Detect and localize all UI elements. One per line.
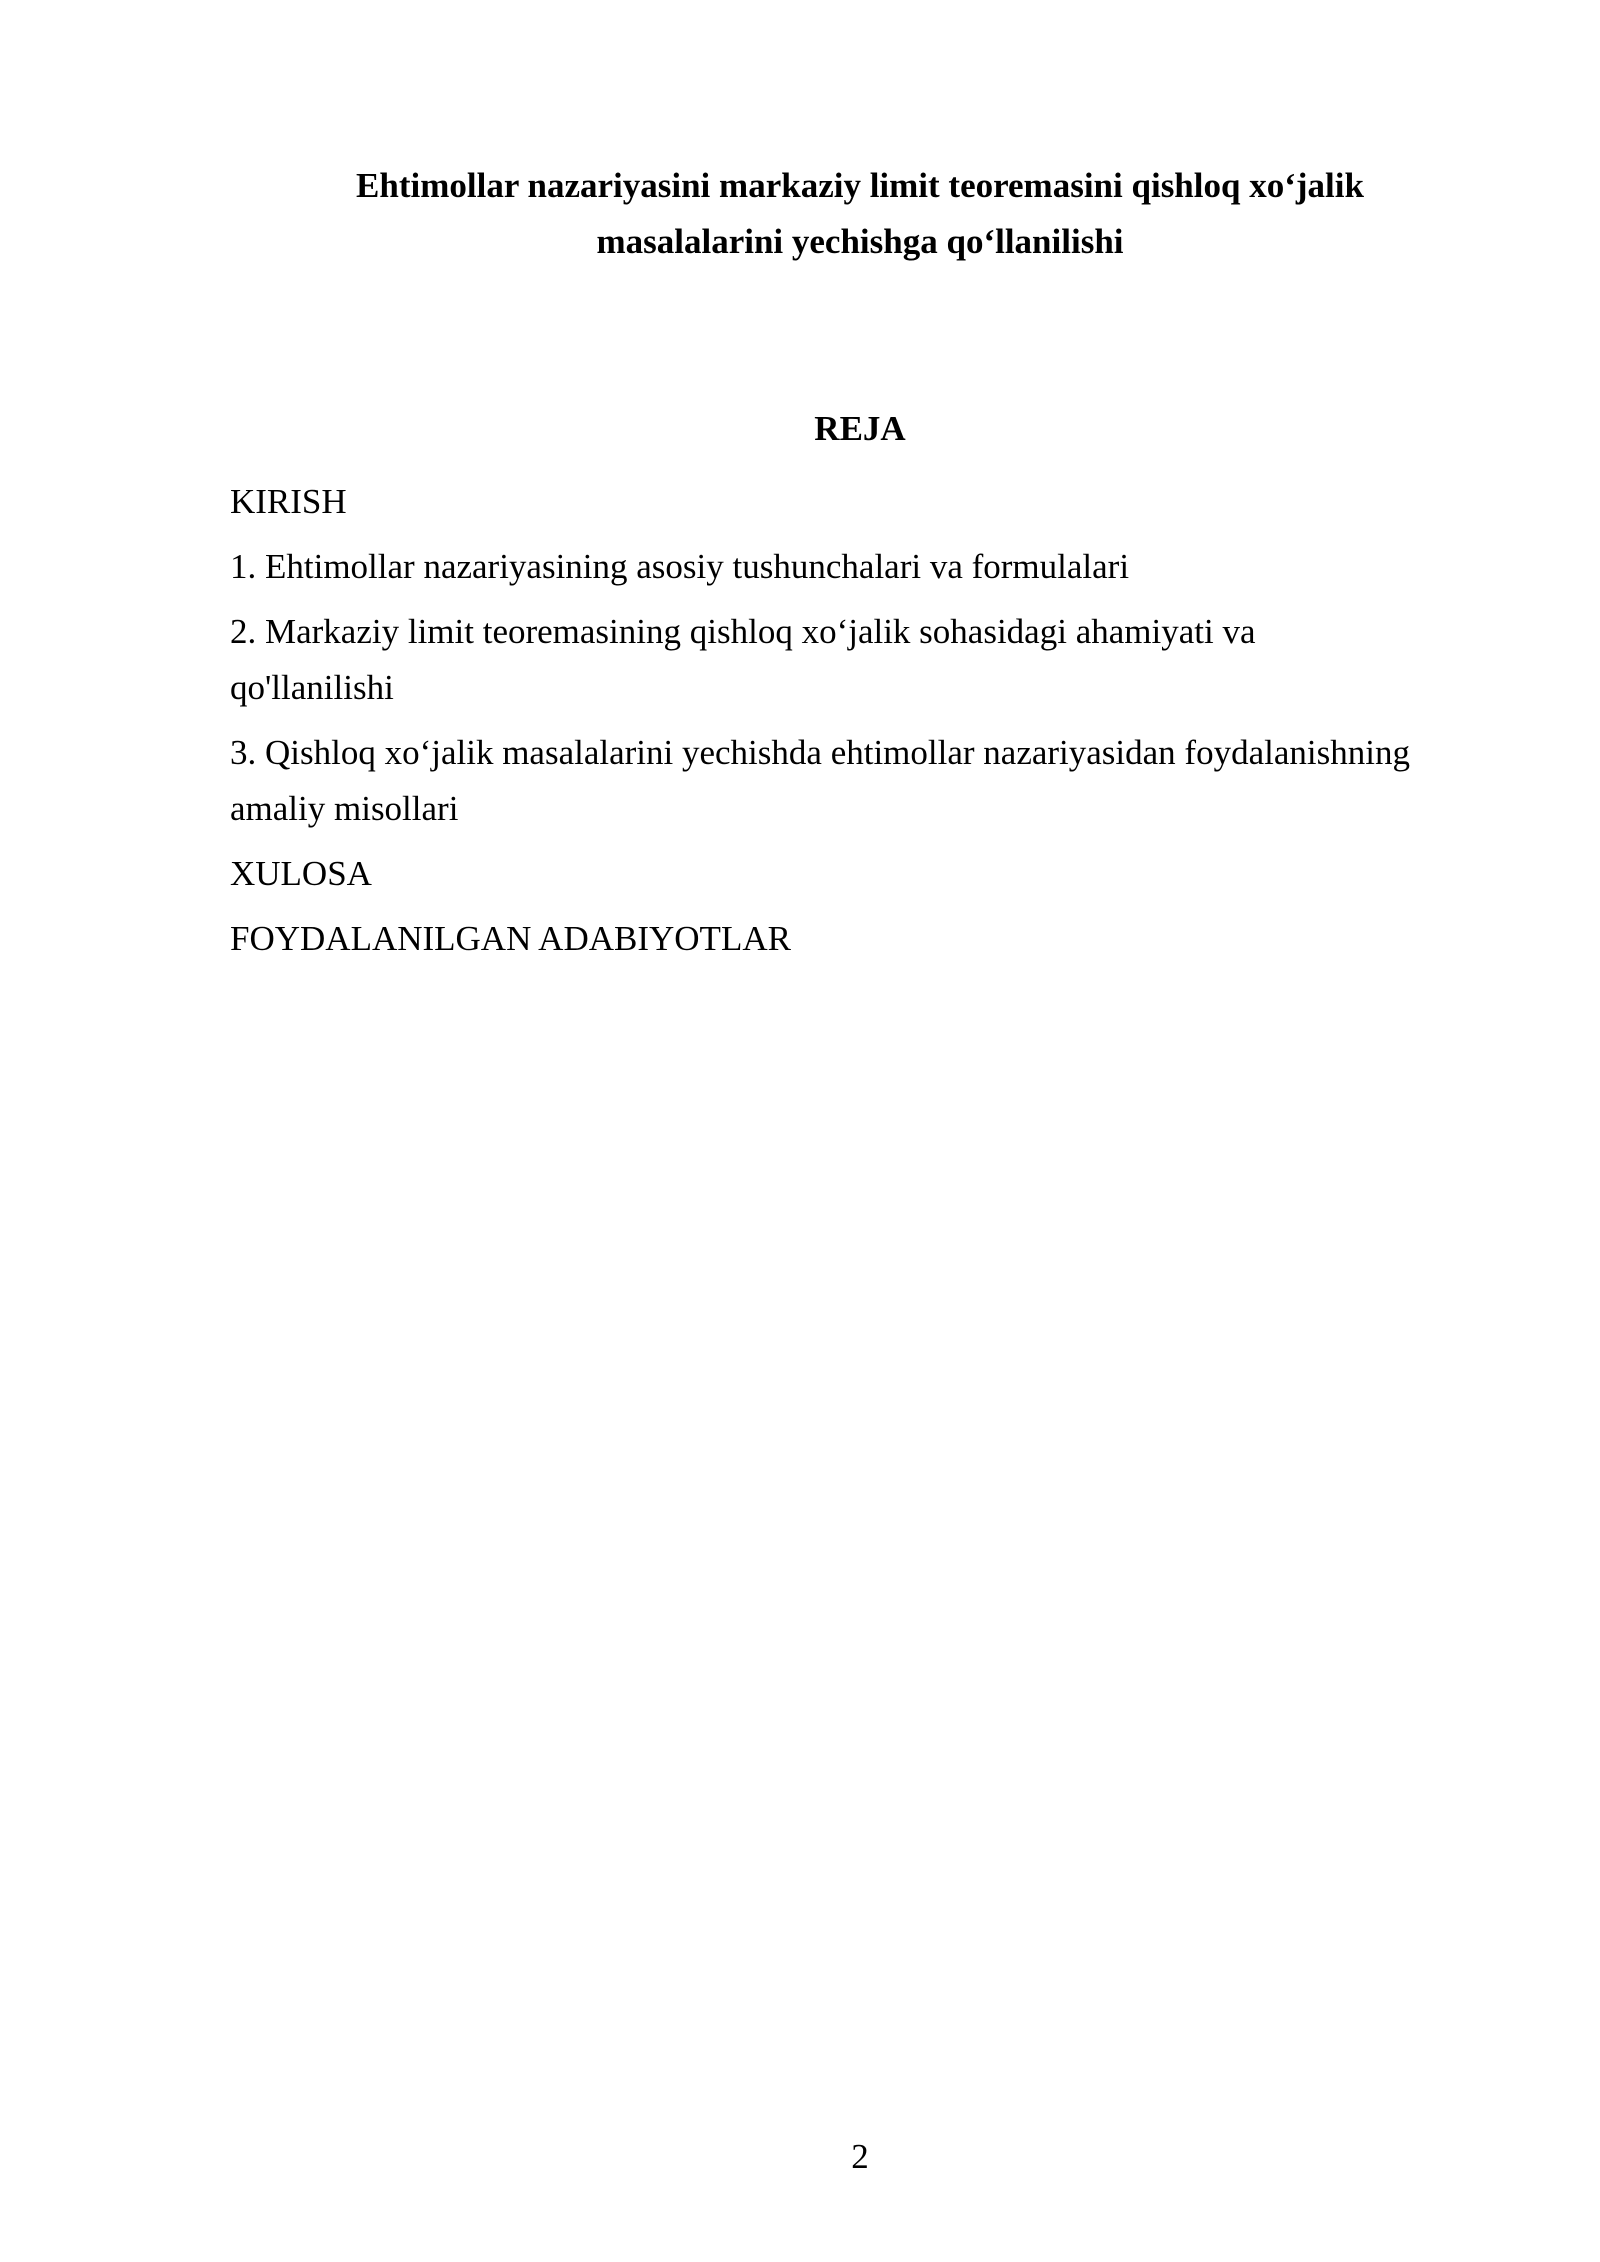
document-title-line-1: Ehtimollar nazariyasini markaziy limit teoremasini qishloq xo‘jalik	[356, 166, 1364, 205]
page-number: 2	[851, 2137, 869, 2176]
plan-item-1: 1. Ehtimollar nazariyasining asosiy tushunchalari va formulalari	[230, 547, 1130, 586]
plan-item-conclusion: XULOSA	[230, 854, 372, 893]
document-title	[300, 158, 1420, 270]
plan-item-introduction: KIRISH	[230, 482, 347, 521]
plan-item-3: 3. Qishloq xo‘jalik masalalarini yechishda ehtimollar nazariyasidan foydalanishning amaliy misollari	[230, 733, 1410, 828]
plan-item-references: FOYDALANILGAN ADABIYOTLAR	[230, 919, 791, 958]
plan-item-2: 2. Markaziy limit teoremasining qishloq xo‘jalik sohasidagi ahamiyati va qo'llanilishi	[230, 612, 1256, 707]
plan-heading: REJA	[814, 409, 906, 448]
document-title-line-2: masalalarini yechishga qo‘llanilishi	[596, 222, 1124, 261]
plan-list	[230, 474, 1410, 976]
